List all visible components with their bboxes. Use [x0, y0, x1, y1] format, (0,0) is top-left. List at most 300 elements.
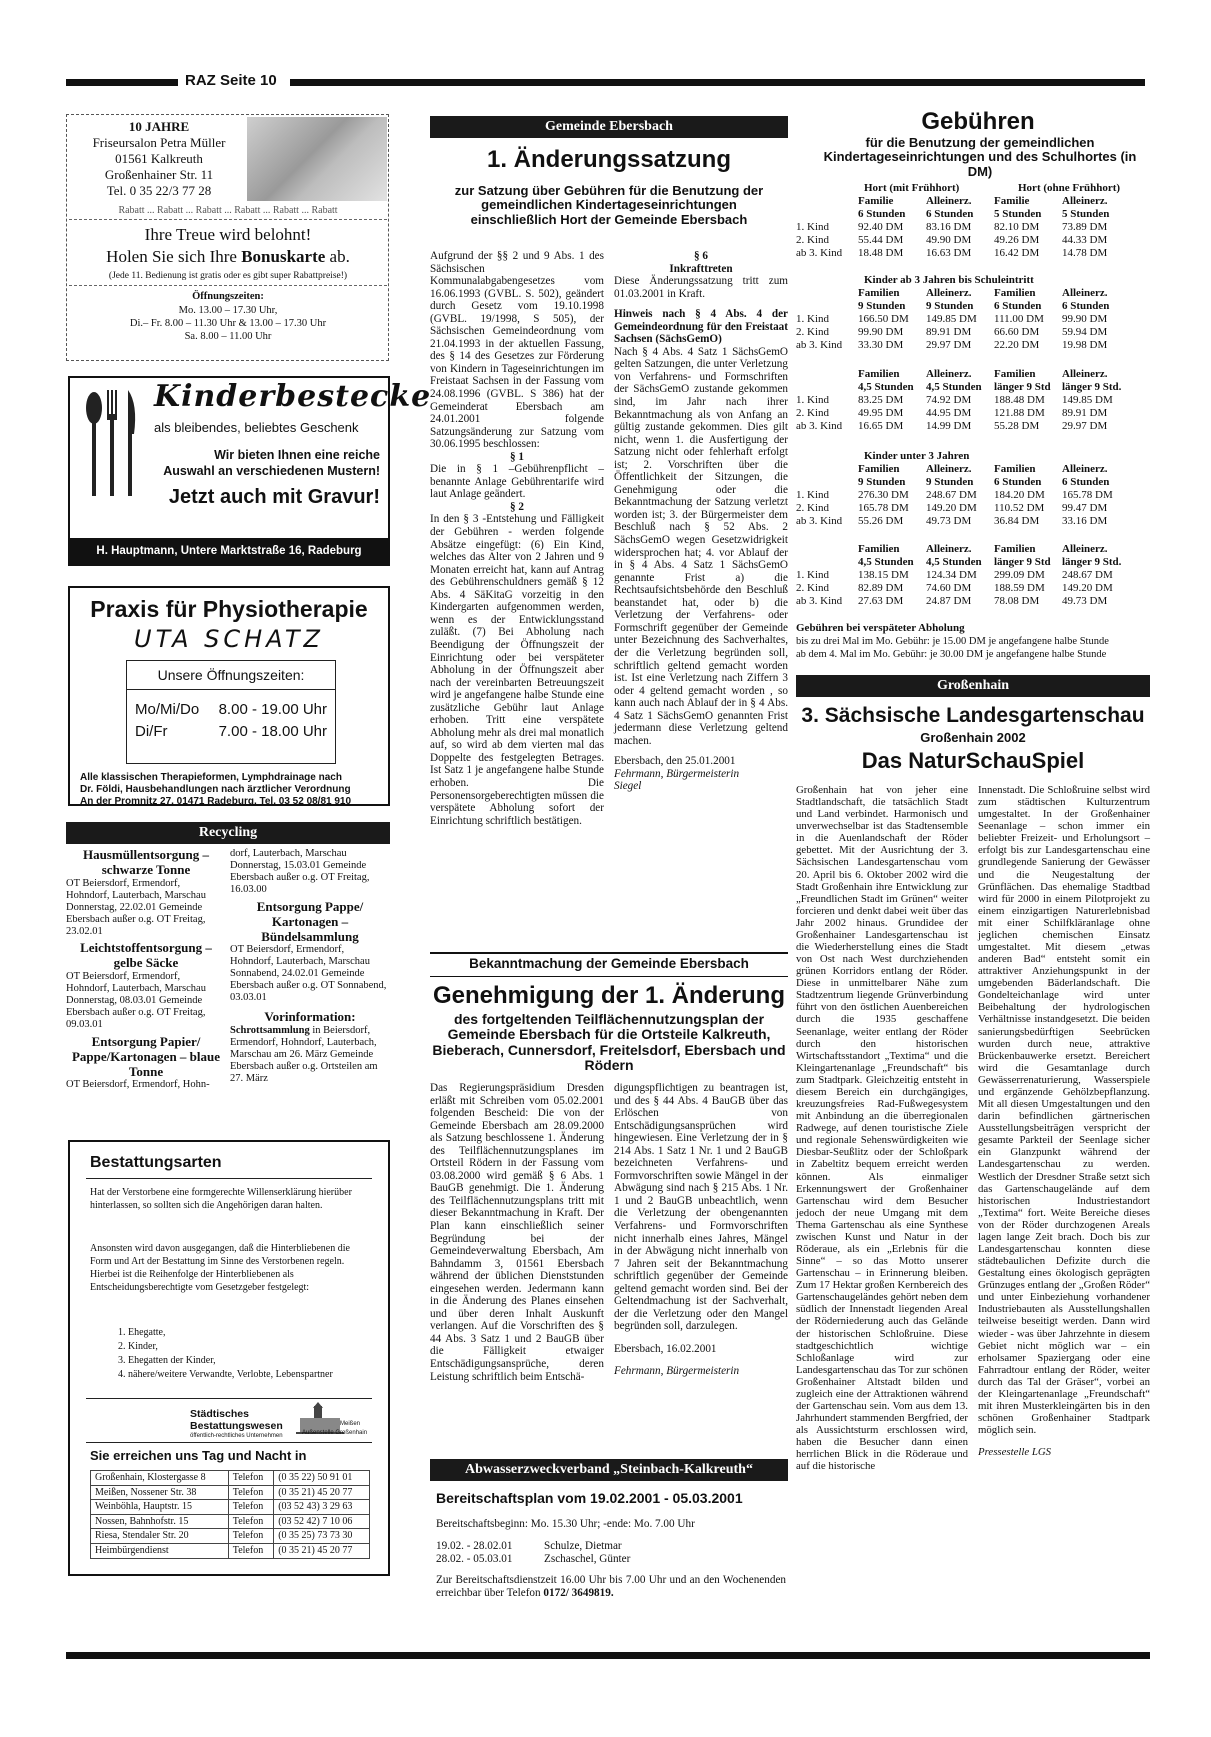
fee-label-cell: [796, 300, 858, 313]
recycling-heading: Leichtstoffentsorgung – gelbe Säcke: [80, 940, 212, 971]
fee-value-cell: 29.97 DM: [926, 339, 972, 351]
logo-text: öffentlich-rechtliches Unternehmen: [190, 1433, 283, 1439]
contact-label: Telefon: [228, 1471, 273, 1486]
fee-value-cell: 6 Stunden: [858, 208, 906, 220]
recycling-heading: Entsorgung Pappe/ Kartonagen – Bündelsammlung: [256, 898, 364, 944]
recycling-text: OT Beiersdorf, Ermendorf, Hohndorf, Lauterbach, Marschau Donnerstag, 22.02.01 Gemeinde Ebersbach außer o.g. OT Freitag, 23.02.01: [66, 877, 206, 937]
fee-value-cell: 6 Stunden: [994, 476, 1042, 488]
fee-value-cell: Alleinerz.: [926, 195, 972, 207]
physio-days: Di/Fr: [135, 723, 168, 740]
fee-value-cell: 27.63 DM: [858, 595, 904, 607]
hours-line: Mo. 13.00 – 17.30 Uhr,: [178, 305, 278, 316]
table-row: [91, 1529, 370, 1544]
fee-value-cell: 149.85 DM: [926, 313, 977, 325]
gebuehren-subtitle: für die Benutzung der gemeindlichen Kindertageseinrichtungen und des Schulhortes (in DM): [823, 135, 1137, 179]
recycling-heading: Vorinformation:: [264, 1009, 356, 1025]
fee-value-cell: 121.88 DM: [994, 407, 1045, 419]
lgs-title: 3. Sächsische Landesgartenschau: [801, 704, 1145, 727]
fee-value-cell: Familien: [994, 543, 1036, 555]
kinderbestecke-ad: [68, 376, 432, 566]
cutlery-icon: [80, 384, 144, 504]
fee-value-cell: Familien: [994, 368, 1036, 380]
recycling-col-2: [230, 848, 390, 1085]
fee-table-1: [796, 195, 1130, 260]
friseur-years: 10 JAHRE: [128, 119, 190, 134]
section-mark: § 1: [510, 450, 524, 463]
divider: [69, 219, 387, 220]
duty-date: 28.02. - 05.03.01: [436, 1553, 513, 1565]
abwasser-begin: Bereitschaftsbeginn: Mo. 15.30 Uhr; -ende: Mo. 7.00 Uhr: [436, 1518, 695, 1530]
fee-label-cell: [796, 543, 858, 556]
fee-value-cell: 99.90 DM: [1062, 313, 1108, 325]
contact-table: [90, 1470, 370, 1559]
friseur-ad: [66, 114, 389, 361]
fee-header-row: [796, 195, 1130, 208]
hours-line: Sa. 8.00 – 11.00 Uhr: [184, 331, 272, 342]
logo-text: Meißen: [340, 1421, 361, 1427]
contact-phone: (0 35 25) 73 73 30: [274, 1529, 370, 1544]
fee-value-cell: 44.33 DM: [1062, 234, 1108, 246]
fee-value-cell: Alleinerz.: [926, 368, 972, 380]
fee-header-row: [796, 208, 1130, 221]
list-item: 3. Ehegatten der Kinder,: [118, 1355, 216, 1366]
table-row: [91, 1471, 370, 1486]
footer-rule: [66, 1652, 1150, 1659]
table-row: [796, 489, 1130, 502]
fee-value-cell: 111.00 DM: [994, 313, 1044, 325]
friseur-street: Großenhainer Str. 11: [104, 167, 214, 182]
lgs-col-1: [796, 784, 968, 1472]
fee-value-cell: länger 9 Std: [994, 381, 1051, 393]
bonus-note: (Jede 11. Bedienung ist gratis oder es gibt super Rabattpreise!): [108, 271, 348, 281]
fee-value-cell: 83.16 DM: [926, 221, 972, 233]
fee-label-cell: ab 3. Kind: [796, 420, 843, 432]
contact-label: Telefon: [228, 1543, 273, 1558]
physio-time: 8.00 - 19.00 Uhr: [218, 701, 327, 718]
fee-value-cell: 6 Stunden: [1062, 300, 1110, 312]
table-row: [796, 339, 1130, 352]
kinderbestecke-footer: H. Hauptmann, Untere Marktstraße 16, Radeburg: [70, 538, 388, 564]
page-title: RAZ Seite 10: [185, 72, 277, 89]
physio-time: 7.00 - 18.00 Uhr: [218, 723, 327, 740]
date-line: Ebersbach, den 25.01.2001: [614, 755, 736, 768]
table-row: [796, 326, 1130, 339]
bestattung-p2: Ansonsten wird davon ausgegangen, daß die Hinterbliebenen die Form und Art der Bestattung im Sinne des Verstorbenen regeln. Hierbei ist die Reihenfolge der Hinterbliebenen als Entscheidungsberechtigte vom Gesetzgeber festgelegt:: [90, 1243, 350, 1293]
fee-value-cell: Alleinerz.: [1062, 463, 1108, 475]
fee-value-cell: 19.98 DM: [1062, 339, 1108, 351]
bekannt-heading: Bekanntmachung der Gemeinde Ebersbach: [469, 956, 749, 971]
fee-value-cell: Familien: [994, 463, 1036, 475]
header-rule-left: [66, 79, 178, 86]
contact-location: Heimbürgendienst: [91, 1543, 229, 1558]
fee-value-cell: 24.87 DM: [926, 595, 972, 607]
fee-value-cell: Familien: [858, 543, 900, 555]
paragraph: Die in § 1 –Gebührenpflicht – benannte Anlage Gebührentarife wird laut Anlage geändert.: [430, 463, 604, 501]
fee-value-cell: 248.67 DM: [926, 489, 977, 501]
contact-label: Telefon: [228, 1485, 273, 1500]
fee-label-cell: [796, 287, 858, 300]
bestattung-ad: [68, 1140, 390, 1576]
gebuehren-title: Gebühren: [921, 108, 1035, 135]
table-row: [796, 502, 1130, 515]
fee-value-cell: 82.10 DM: [994, 221, 1040, 233]
abwasser-banner: Abwasserzweckverband „Steinbach-Kalkreuth“: [430, 1459, 788, 1481]
kinder-line: Wir bieten Ihnen eine reiche: [214, 448, 380, 462]
table-row: [91, 1485, 370, 1500]
fee-label-cell: [796, 381, 858, 394]
fee-value-cell: 92.40 DM: [858, 221, 904, 233]
ebersbach-banner: Gemeinde Ebersbach: [430, 116, 788, 138]
divider: [127, 689, 335, 690]
bekannt-col-2: [614, 1082, 788, 1378]
kinderbestecke-sub: als bleibendes, beliebtes Geschenk: [154, 420, 359, 435]
reach-title: Sie erreichen uns Tag und Nacht in: [90, 1448, 307, 1463]
bestattung-title: Bestattungsarten: [90, 1154, 222, 1171]
ebersbach-col-2: [614, 250, 788, 793]
fee-value-cell: Familien: [858, 463, 900, 475]
contact-phone: (0 35 21) 45 20 77: [274, 1485, 370, 1500]
fee-value-cell: Alleinerz.: [926, 463, 972, 475]
fee-value-cell: 73.89 DM: [1062, 221, 1108, 233]
fee-label-cell: [796, 368, 858, 381]
physio-line: Dr. Földi, Hausbehandlungen nach ärztlicher Verordnung: [80, 784, 351, 795]
fee-value-cell: 9 Stunden: [926, 476, 974, 488]
recycling-heading: Entsorgung Papier/ Pappe/Kartonagen – blaue Tonne: [71, 1033, 221, 1079]
table-row: [796, 420, 1130, 433]
fee-value-cell: 9 Stunden: [858, 476, 906, 488]
paragraph: Nach § 4 Abs. 4 Satz 1 SächsGemO gelten Satzungen, die unter Verletzung von Verfahrens- und Formschriften der SächsGemO zustande gekommen sind, im Jahr nach ihrer Bekanntmachung als von Anfang an gültig zustande gekommen. Dies gilt nicht, wenn 1. die Ausfertigung der Satzung nicht oder fehlerhaft erfolgt ist; 2. Vorschriften über die Öffentlichkeit der Sitzungen, die Genehmigung oder die Bekanntmachung der Satzung verletzt worden ist; 3. der Bürgermeister dem Beschluß nach § 52 Abs. 2 SächsGemO wegen Gesetzwidrigkeit widersprochen hat; 4. vor Ablauf der in § 4 Abs. 4 Satz 1 SächsGemO genannte Frist a) die Rechtsaufsichtsbehörde den Beschluß beanstandet hat, oder b) die Verletzung der Verfahrens- oder Formschrift gegenüber der Gemeinde unter Bezeichnung des Sachverhaltes, der die Verletzung begründen soll, schriftlich geltend gemacht worden ist. Ist eine Verletzung nach Ziffern 3 oder 4 geltend gemacht worden , so kann auch nach Ablauf der in § 4 Abs. 4 Satz 1 SächsGemO genannten Frist jedermann diese Verletzung geltend machen.: [614, 345, 788, 747]
bestattung-p1: Hat der Verstorbene eine formgerechte Willenserklärung hierüber hinterlassen, so sollten sich die Angehörigen daran halten.: [90, 1187, 352, 1211]
fee-value-cell: 33.16 DM: [1062, 515, 1108, 527]
late-fee-line: ab dem 4. Mal im Mo. Gebühr: je 30.00 DM je angefangene halbe Stunde: [796, 649, 1107, 660]
fee-value-cell: Alleinerz.: [1062, 543, 1108, 555]
fee-value-cell: Alleinerz.: [1062, 368, 1108, 380]
fee-value-cell: 22.20 DM: [994, 339, 1040, 351]
fee-value-cell: 4,5 Stunden: [926, 556, 982, 568]
table-row: [91, 1514, 370, 1529]
salon-photo: [247, 117, 387, 201]
table-row: [91, 1543, 370, 1558]
fee-value-cell: Familien: [994, 287, 1036, 299]
fee-value-cell: 248.67 DM: [1062, 569, 1113, 581]
fee-value-cell: 14.99 DM: [926, 420, 972, 432]
contact-label: Telefon: [228, 1500, 273, 1515]
fee-header-row: [796, 476, 1130, 489]
table-row: [796, 407, 1130, 420]
contact-location: Großenhain, Klostergasse 8: [91, 1471, 229, 1486]
fee-value-cell: Familien: [858, 287, 900, 299]
contact-phone: (0 35 21) 45 20 77: [274, 1543, 370, 1558]
physio-ad: [68, 586, 390, 806]
list-item: 1. Ehegatte,: [118, 1327, 166, 1338]
fee-value-cell: 16.65 DM: [858, 420, 904, 432]
recycling-text: OT Beiersdorf, Ermendorf, Hohn-: [66, 1079, 210, 1091]
fee-label-cell: [796, 195, 858, 208]
lgs-col-2: [978, 784, 1150, 1458]
fee-value-cell: 149.85 DM: [1062, 394, 1113, 406]
physio-days: Mo/Mi/Do: [135, 701, 200, 718]
paragraph: Innenstadt. Die Schloßruine selbst wird zum städtischen Kulturzentrum umgestaltet. In der Großenhainer Seenanlage – schon immer ein beliebter Freizeit- und Erholungsort – erfolgt bis zur Landesgartenschau eine grundlegende Sanierung der Gewässer und die Neugestaltung der Grünflächen. Das ehemalige Stadtbad wird für 2000 in einem Pilotprojekt zu einem einzigartigen Naturerlebnisbad mit einer Schilfkläranlage ohne jeglichen chemischen Einsatz umgestaltet. Mit diesem „etwas anderen Bad“ entsteht somit ein attraktiver Anziehungspunkt in der umgebenden Bäderlandschaft. Die Gondelteichanlage wird unter Beibehaltung der hydrologischen Verhältnisse instandgesetzt. Die beiden sanierungsbedürftigen Seebrücken wurden durch neue, attraktive Brückenbauwerke ersetzt. Bereichert wird die Gesamtanlage durch Gewässerrenaturierung, Wasserspiele und ergänzende Gehölzbepflanzung. Mit all diesen Umgestaltungen und den darin befindlichen gärtnerischen Ausstellungsbeiträgen verspricht der gesamte Parkteil der Seenlage sicher ein Glanzpunkt während der Landesgartenschau zu werden. Westlich der Dresdner Straße setzt sich das Gartenschaugelände auf dem historischen Industriestandort „Textima“ fort. Weite Bereiche dieses von der Röder durchzogenen Areals lagen lange Zeit brach. Doch bis zur Landesgartenschau konnten diese städtebaulichen Defizite durch die Gestaltung eines ökologisch geprägten Grünzuges entlang der „Großen Röder“ und unter Einbeziehung vorhandener Industriebauten als Ausstellungshallen teilweise beseitigt werden. Dann wird wieder - was über Jahrzehnte in diesem Gebiet nicht möglich war – ein erholsamer Spaziergang oder eine Fahrradtour entlang der Röder, weiter durch das Tal der Gräser“, vorbei an der Kleingartenanlage „Freundschaft“ mit ihren Musterkleingärten bis in den schönen Großenhainer Stadtpark möglich sein.: [978, 784, 1150, 1437]
fee-value-cell: 6 Stunden: [1062, 476, 1110, 488]
contact-location: Meißen, Nossener Str. 38: [91, 1485, 229, 1500]
late-fee-line: bis zu drei Mal im Mo. Gebühr: je 15.00 DM je angefangene halbe Stunde: [796, 636, 1109, 647]
friseur-phone: Tel. 0 35 22/3 77 28: [106, 183, 212, 198]
fee-block-title: Kinder unter 3 Jahren: [864, 450, 970, 462]
fee-table-3: [796, 368, 1130, 433]
fee-label-cell: [796, 208, 858, 221]
fee-value-cell: 55.44 DM: [858, 234, 904, 246]
fee-label-cell: 2. Kind: [796, 234, 829, 246]
divider: [430, 976, 788, 977]
fee-value-cell: 149.20 DM: [1062, 582, 1113, 594]
grossenhain-banner: Großenhain: [796, 675, 1150, 697]
fee-block-title: Hort (mit Frühhort): [864, 182, 960, 194]
fee-value-cell: 188.48 DM: [994, 394, 1045, 406]
fee-value-cell: Familie: [994, 195, 1030, 207]
paragraph: Das Regierungspräsidium Dresden erläßt mit Schreiben vom 05.02.2001 folgenden Bescheid: Die von der Gemeinde Ebersbach am 28.09.2000 als Satzung beschlossene 1. Änderung des Teilflächennutzungsplanes im Ortsteil Rödern in der Fassung vom 03.08.2000 wird gemäß § 6 Abs. 1 BauGB genehmigt. Die 1. Änderung des Teilflächennutzungsplans tritt mit dieser Bekanntmachung in Kraft. Der Plan kann einschließlich seiner Begründung bei der Gemeindeverwaltung Ebersbach, Am Bahndamm 3, 01561 Ebersbach während der üblichen Dienststunden eingesehen werden. Jedermann kann in die Änderung des Planes einsehen und über deren Inhalt Auskunft verlangen. Auf die Vorschriften des § 44 Abs. 3 Satz 1 und 2 BauGB über die Fälligkeit etwaiger Entschädigungsansprüche, deren Leistung schriftlich beim Entschä-: [430, 1082, 604, 1383]
lgs-title-2: Das NaturSchauSpiel: [861, 748, 1085, 773]
fee-value-cell: 149.20 DM: [926, 502, 977, 514]
paragraph: In den § 3 -Entstehung und Fälligkeit der Gebühren - werden folgende Absätze eingefügt: (6) Ein Kind, welches das Alter von 2 Jahren und 9 Monaten erreicht hat, kann auf Antrag des Gebührenschuldners gemäß § 12 Abs. 4 SäKitaG vorzeitig in den Kindergarten aufgenommen werden, wenn es der Entwicklungsstand zuläßt. (7) Bei Abholung nach Beendigung der Öffnungszeit der Einrichtung oder bei verspäteter Abholung in der Öffnungszeit aber nach der vereinbarten Betreuungszeit wird je angefangene halbe Stunde eine zusätzliche Gebühr laut Anlage erhoben. Tritt eine verspätete Abholung mehr als drei mal monatlich auf, so wird ab dem vierten mal das Doppelte des festgelegten Betrages. Ist Satz 1 je angefangene halbe Stunde erhoben. Die Personensorgeberechtigten müssen die verspätete Abholung sofort der Einrichtung schriftlich bestätigen.: [430, 513, 604, 827]
table-row: [796, 313, 1130, 326]
fee-header-row: [796, 543, 1130, 556]
contact-phone: (03 52 42) 7 10 06: [274, 1514, 370, 1529]
fee-label-cell: 2. Kind: [796, 582, 829, 594]
duty-date: 19.02. - 28.02.01: [436, 1540, 513, 1552]
paragraph: Aufgrund der §§ 2 und 9 Abs. 1 des Sächsischen Kommunalabgabengesetzes vom 16.06.1993 (GVBL. S. 502), geändert durch Gesetz vom 19.10.1998 (GVBL. 19/1998, S 505), der Sächsischen Gemeindeordnung vom 21.04.1993 in der aktuellen Fassung, des § 14 des Gesetzes zur Förderung von Kindern in Tageseinrichtungen im Freistaat Sachsen in der Fassung vom 24.08.1996 (GVBL. S 386) hat der Gemeinderat Ebersbach am 24.01.2001 folgende Satzungsänderung zur Satzung vom 30.06.1995 beschlossen:: [430, 250, 604, 451]
ebersbach-subtitle: zur Satzung über Gebühren für die Benutzung der gemeindlichen Kindertageseinrichtungen einschließlich Hort der Gemeinde Ebersbach: [454, 183, 764, 227]
paragraph: digungspflichtigen zu beantragen ist, und des § 44 Abs. 4 BauGB über das Erlöschen von Entschädigungsansprüchen wird hingewiesen. Eine Verletzung der in § 214 Abs. 1 Satz 1 Nr. 1 und 2 BauGB bezeichneten Verfahrens- und Formvorschriften sowie Mängel in der Abwägung sind nach § 215 Abs. 1 Nr. 1 und 2 BauGB unbeachtlich, wenn die Verletzung der obengenannten Verfahrens- und Formvorschriften nicht innerhalb eines Jahres, Mängel in der Abwägung nicht innerhalb von 7 Jahren seit der Bekanntmachung schriftlich gegenüber der Gemeinde geltend gemacht worden sind. Bei der Geltendmachung ist der Sachverhalt, der die Verletzung oder den Mangel begründen soll, darzulegen.: [614, 1082, 788, 1333]
fee-label-cell: 1. Kind: [796, 569, 829, 581]
fee-value-cell: 59.94 DM: [1062, 326, 1108, 338]
kinderbestecke-title: Kinderbestecke: [154, 379, 432, 414]
fee-label-cell: 1. Kind: [796, 313, 829, 325]
late-fee-title: Gebühren bei verspäteter Abholung: [796, 622, 965, 634]
fee-value-cell: 9 Stunden: [926, 300, 974, 312]
fee-header-row: [796, 381, 1130, 394]
fee-value-cell: 55.28 DM: [994, 420, 1040, 432]
fee-value-cell: 276.30 DM: [858, 489, 909, 501]
fee-table-2: [796, 287, 1130, 352]
fee-value-cell: 4,5 Stunden: [858, 381, 914, 393]
fee-value-cell: 166.50 DM: [858, 313, 909, 325]
table-row: [796, 515, 1130, 528]
abwasser-footer: Zur Bereitschaftsdienstzeit 16.00 Uhr bis 7.00 Uhr und an den Wochenenden erreichbar über Telefon 0172/ 3649819.: [436, 1574, 786, 1599]
fee-value-cell: 138.15 DM: [858, 569, 909, 581]
fee-value-cell: Alleinerz.: [926, 543, 972, 555]
fee-table-4: [796, 463, 1130, 528]
date-line: Ebersbach, 16.02.2001: [614, 1342, 717, 1355]
contact-phone: (03 52 43) 3 29 63: [274, 1500, 370, 1515]
fee-value-cell: 18.48 DM: [858, 247, 904, 259]
recycling-text: dorf, Lauterbach, Marschau Donnerstag, 15.03.01 Gemeinde Ebersbach außer o.g. OT Freitag, 16.03.00: [230, 848, 370, 895]
recycling-banner: Recycling: [66, 822, 390, 844]
logo-text: Städtisches: [190, 1408, 249, 1420]
bonus-text: Holen Sie sich Ihre Bonuskarte ab.: [106, 247, 350, 266]
hours-line: Di.– Fr. 8.00 – 11.30 Uhr & 13.00 – 17.30 Uhr: [129, 318, 327, 329]
fee-value-cell: 55.26 DM: [858, 515, 904, 527]
fee-value-cell: 89.91 DM: [926, 326, 972, 338]
fee-table-5: [796, 543, 1130, 608]
fee-label-cell: ab 3. Kind: [796, 247, 843, 259]
fee-value-cell: 74.92 DM: [926, 394, 972, 406]
fee-value-cell: 44.95 DM: [926, 407, 972, 419]
duty-name: Zschaschel, Günter: [544, 1553, 631, 1565]
fee-value-cell: 5 Stunden: [1062, 208, 1110, 220]
divider: [86, 1442, 372, 1443]
fee-value-cell: 49.73 DM: [926, 515, 972, 527]
fee-label-cell: 1. Kind: [796, 394, 829, 406]
contact-label: Telefon: [228, 1529, 273, 1544]
table-row: [796, 569, 1130, 582]
physio-title: Praxis für Physiotherapie: [90, 596, 368, 622]
fee-label-cell: ab 3. Kind: [796, 595, 843, 607]
kinder-line: Auswahl an verschiedenen Mustern!: [163, 464, 380, 478]
signature: Fehrmann, Bürgermeisterin: [614, 1365, 740, 1378]
contact-phone: (0 35 22) 50 91 01: [274, 1471, 370, 1486]
fee-value-cell: Familie: [858, 195, 894, 207]
paragraph: Diese Änderungssatzung tritt zum 01.03.2001 in Kraft.: [614, 275, 788, 300]
fee-value-cell: 6 Stunden: [994, 300, 1042, 312]
recycling-heading: Hausmüllentsorgung – schwarze Tonne: [82, 847, 210, 877]
hours-title: Öffnungszeiten:: [192, 291, 264, 302]
table-row: [91, 1500, 370, 1515]
seal: Siegel: [614, 780, 642, 793]
fee-value-cell: 299.09 DM: [994, 569, 1045, 581]
physio-hours-title: Unsere Öffnungszeiten:: [157, 667, 305, 683]
friseur-city: 01561 Kalkreuth: [115, 151, 203, 166]
gravur-text: Jetzt auch mit Gravur!: [168, 486, 380, 508]
fee-value-cell: 83.25 DM: [858, 394, 904, 406]
divider: [430, 952, 788, 954]
physio-name: UTA SCHATZ: [134, 625, 324, 653]
fee-header-row: [796, 287, 1130, 300]
physio-line: Alle klassischen Therapieformen, Lymphdrainage nach: [80, 772, 342, 783]
paragraph: Großenhain hat von jeher eine Stadtlandschaft, die tatsächlich Stadt und Land verbindet. Harmonisch und unverwechselbar ist das Stadtensemble in die Auenlandschaft der Röder gebettet. Mit der Ausrichtung der 3. Sächsischen Landesgartenschau vom 20. April bis 6. Oktober 2002 wird die Stadt Großenhain ihre Entwicklung zur „Freundlichen Stadt im Grünen“ weiter forcieren und denkt dabei weit über das Jahr 2002 hinaus. Grundidee der Großenhainer Landesgartenschau ist die Wiederherstellung eines die Stadt von Ost nach West durchziehenden grünen Korridors entlang der Röder. Diese in unmittelbarer Nähe zum Stadtzentrum liegende Grünverbindung führt von den östlichen Auenbereichen durch die 1935 geschaffene Seenanlage, weiter entlang der Röder durch den historischen Wirtschaftsstandort „Textima“ und die Kleingartenanlage „Freundschaft“ bis zum Stadtpark. Gleichzeitig entsteht in diesem Bereich ein durchgängiges, kreuzungsfreies Rad-Fußwegesystem mit Anbindung an die überregionalen Radwege, auf denen touristische Ziele und regionale Sehenswürdigkeiten wie Diesbar-Seußlitz oder der Schloßpark in Zabeltitz bequem erreicht werden können. Als einmaliger Erkennungswert der Großenhainer Gartenschau wird dem Besucher jedoch der neue Umgang mit dem Thema Gartenschau als eine Synthese zwischen Kunst und Natur in der Röderaue, als ein „Erlebnis für die Sinne“ – so das Motto unserer Gartenschau – in Erinnerung bleiben. Zum 17 Hektar großen Kernbereich des Gartenschaugeländes gehört neben dem südlich der Innenstadt liegenden Areal der Röderniederung auch das Gelände der historischen Schloßruine. Diese stadtgeschichtlich wichtige Schloßanlage wird zur Landesgartenschau das Tor zur schönen Großenhainer Altstadt bilden und zugleich eine der Attraktionen während der Gartenschau sein. Vom aus dem 13. Jahrhundert stammenden Bergfried, der als Aussichtsturm erschlossen wird, haben die Besucher dann einen herrlichen Blick in die Röderaue und auf die historische: [796, 784, 968, 1473]
fee-block-title: Kinder ab 3 Jahren bis Schuleintritt: [864, 274, 1034, 286]
fee-value-cell: 4,5 Stunden: [926, 381, 982, 393]
signature: Fehrmann, Bürgermeisterin: [614, 767, 740, 780]
header-rule-right: [290, 79, 1145, 86]
table-row: [796, 595, 1130, 608]
bestattung-list: [118, 1326, 333, 1382]
table-row: [796, 247, 1130, 260]
fee-value-cell: 9 Stunden: [858, 300, 906, 312]
recycling-text: Schrottsammlung in Beiersdorf, Ermendorf, Hohndorf, Lauterbach, Marschau am 26. März Gemeinde Ebersbach außer o.g. Ortsteilen am 27. März: [230, 1024, 378, 1084]
fee-value-cell: 33.30 DM: [858, 339, 904, 351]
recycling-col-1: [66, 848, 226, 1091]
fee-value-cell: 66.60 DM: [994, 326, 1040, 338]
fee-value-cell: Alleinerz.: [926, 287, 972, 299]
fee-value-cell: Alleinerz.: [1062, 287, 1108, 299]
rabatt-line: Rabatt ... Rabatt ... Rabatt ... Rabatt ... Rabatt ... Rabatt: [118, 205, 338, 216]
physio-hours-box: [126, 660, 336, 764]
section-mark: § 2: [510, 500, 524, 513]
fee-label-cell: 2. Kind: [796, 407, 829, 419]
fee-value-cell: 36.84 DM: [994, 515, 1040, 527]
fee-label-cell: 2. Kind: [796, 326, 829, 338]
fee-value-cell: 4,5 Stunden: [858, 556, 914, 568]
fee-value-cell: Alleinerz.: [1062, 195, 1108, 207]
friseur-name: Friseursalon Petra Müller: [92, 135, 226, 150]
bekannt-col-1: [430, 1082, 604, 1383]
fee-value-cell: länger 9 Std.: [1062, 381, 1122, 393]
logo-text: Bestattungswesen: [190, 1420, 283, 1432]
table-row: [796, 234, 1130, 247]
contact-location: Riesa, Stendaler Str. 20: [91, 1529, 229, 1544]
fee-value-cell: länger 9 Std.: [1062, 556, 1122, 568]
ebersbach-col-1: [430, 250, 604, 827]
fee-value-cell: 99.90 DM: [858, 326, 904, 338]
signature: Pressestelle LGS: [978, 1446, 1052, 1459]
fee-label-cell: ab 3. Kind: [796, 339, 843, 351]
list-item: 4. nähere/weitere Verwandte, Verlobte, Lebenspartner: [118, 1369, 333, 1380]
logo-text: Außenstelle Großenhain: [302, 1430, 368, 1436]
treue-text: Ihre Treue wird belohnt!: [144, 225, 312, 244]
contact-location: Weinböhla, Hauptstr. 15: [91, 1500, 229, 1515]
divider: [69, 285, 387, 286]
table-row: [796, 582, 1130, 595]
fee-value-cell: 78.08 DM: [994, 595, 1040, 607]
fee-label-cell: [796, 463, 858, 476]
table-row: [796, 394, 1130, 407]
recycling-text: OT Beiersdorf, Ermendorf, Hohndorf, Lauterbach, Marschau Sonnabend, 24.02.01 Gemeinde Ebersbach außer o.g. OT Sonnabend, 03.03.01: [230, 944, 387, 1004]
section-mark: § 6: [694, 250, 708, 262]
divider: [86, 1178, 372, 1179]
fee-value-cell: 188.59 DM: [994, 582, 1045, 594]
fee-value-cell: 6 Stunden: [926, 208, 974, 220]
list-item: 2. Kinder,: [118, 1341, 158, 1352]
fee-value-cell: 49.26 DM: [994, 234, 1040, 246]
fee-value-cell: 49.95 DM: [858, 407, 904, 419]
fee-label-cell: [796, 476, 858, 489]
contact-label: Telefon: [228, 1514, 273, 1529]
fee-header-row: [796, 300, 1130, 313]
fee-value-cell: 49.73 DM: [1062, 595, 1108, 607]
fee-label-cell: [796, 556, 858, 569]
fee-value-cell: 165.78 DM: [1062, 489, 1113, 501]
fee-header-row: [796, 556, 1130, 569]
fee-value-cell: Familien: [858, 368, 900, 380]
divider: [86, 1398, 372, 1399]
fee-value-cell: 124.34 DM: [926, 569, 977, 581]
hinweis-heading: Hinweis nach § 4 Abs. 4 der Gemeindeordnung für den Freistaat Sachsen (SächsGemO): [614, 308, 788, 346]
duty-name: Schulze, Dietmar: [544, 1540, 622, 1552]
fee-header-row: [796, 463, 1130, 476]
contact-location: Nossen, Bahnhofstr. 15: [91, 1514, 229, 1529]
fee-value-cell: 99.47 DM: [1062, 502, 1108, 514]
fee-value-cell: 16.42 DM: [994, 247, 1040, 259]
fee-label-cell: 2. Kind: [796, 502, 829, 514]
fee-value-cell: länger 9 Std: [994, 556, 1051, 568]
fee-value-cell: 49.90 DM: [926, 234, 972, 246]
fee-value-cell: 29.97 DM: [1062, 420, 1108, 432]
fee-value-cell: 16.63 DM: [926, 247, 972, 259]
lgs-subtitle: Großenhain 2002: [920, 730, 1026, 745]
fee-header-row: [796, 368, 1130, 381]
fee-value-cell: 89.91 DM: [1062, 407, 1108, 419]
bekannt-title: Genehmigung der 1. Änderung: [432, 982, 786, 1009]
section-heading: Inkrafttreten: [669, 262, 733, 275]
fee-value-cell: 82.89 DM: [858, 582, 904, 594]
fee-value-cell: 74.60 DM: [926, 582, 972, 594]
bekannt-subtitle: des fortgeltenden Teilflächennutzungsplan der Gemeinde Ebersbach für die Ortsteile Kalkreuth, Bieberach, Cunnersdorf, Freitelsdorf, Ebersbach und Rödern: [432, 1011, 786, 1074]
table-row: [796, 221, 1130, 234]
ebersbach-title: 1. Änderungssatzung: [486, 146, 732, 173]
fee-value-cell: 14.78 DM: [1062, 247, 1108, 259]
fee-block-title: Hort (ohne Frühhort): [1018, 182, 1121, 194]
fee-label-cell: ab 3. Kind: [796, 515, 843, 527]
